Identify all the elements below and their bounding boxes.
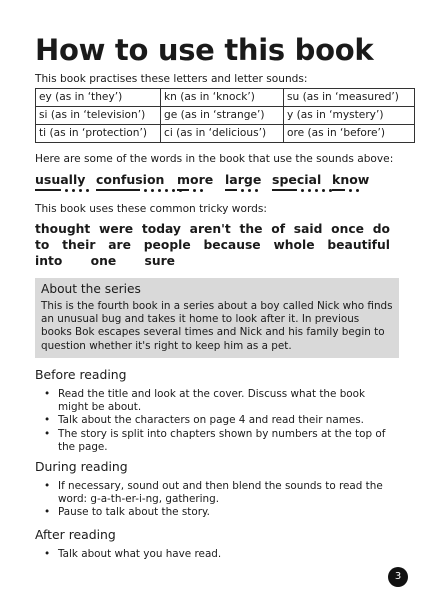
sound-marker <box>177 189 213 192</box>
during-reading-heading: During reading <box>35 459 128 474</box>
table-cell: ti (as in ‘protection’) <box>36 125 161 143</box>
table-cell: ey (as in ‘they’) <box>36 89 161 107</box>
sound-dot <box>193 189 196 192</box>
table-cell: y (as in ‘mystery’) <box>284 107 415 125</box>
table-cell: su (as in ‘measured’) <box>284 89 415 107</box>
sound-dot <box>349 189 352 192</box>
sound-dot <box>144 189 147 192</box>
sound-marker <box>225 189 261 192</box>
sound-dot <box>165 189 168 192</box>
table-cell: si (as in ‘television’) <box>36 107 161 125</box>
sound-word: special <box>272 172 321 187</box>
list-item: • The story is split into chapters shown by numbers at the top of the page. <box>44 427 386 453</box>
list-item: • Talk about the characters on page 4 and read their names. <box>44 414 364 427</box>
sound-marker <box>35 189 85 192</box>
tricky-words-line: thought were today aren't the of said once do <box>35 222 390 236</box>
list-item: • If necessary, sound out and then blend the sounds to read the word: g-a-th-er-i-ng, gathering. <box>44 480 383 506</box>
sound-dot <box>200 189 203 192</box>
table-cell: ge (as in ‘strange’) <box>161 107 284 125</box>
sound-word: usually <box>35 172 85 187</box>
sound-word: large <box>225 172 261 187</box>
sound-marker <box>96 189 164 192</box>
sound-dot <box>241 189 244 192</box>
sound-dot <box>308 189 311 192</box>
sound-dot <box>356 189 359 192</box>
series-text: This is the fourth book in a series about a boy called Nick who finds an unusual bug and takes it home to look after it. In previous books Bok escapes several times and Nick and his family begin to question whether it's right to keep him as a pet. <box>41 300 393 352</box>
sound-word: know <box>332 172 369 187</box>
tricky-words-last <box>35 253 175 269</box>
sound-word: more <box>177 172 213 187</box>
before-reading-heading: Before reading <box>35 367 127 382</box>
tricky-intro-text: This book uses these common tricky words: <box>35 203 267 215</box>
intro-text: This book practises these letters and letter sounds: <box>35 73 308 85</box>
page-number-badge: 3 <box>388 567 408 587</box>
sound-dot <box>301 189 304 192</box>
list-item: • Read the title and look at the cover. Discuss what the book might be about. <box>44 388 366 414</box>
sound-dot <box>151 189 154 192</box>
sound-dot <box>172 189 175 192</box>
sound-dot <box>322 189 325 192</box>
tricky-words-line: to their are people because whole beautiful <box>35 238 390 252</box>
underline-mark <box>272 189 297 191</box>
underline-mark <box>225 189 237 191</box>
tricky-words-line: into one sure <box>35 254 175 268</box>
underline-mark <box>177 189 189 191</box>
underline-mark <box>96 189 140 191</box>
sound-marker <box>332 189 369 192</box>
sound-dot <box>315 189 318 192</box>
table-row <box>36 107 415 125</box>
table-cell: kn (as in ‘knock’) <box>161 89 284 107</box>
table-row <box>36 125 415 143</box>
sounds-table <box>35 88 415 143</box>
underline-mark <box>35 189 61 191</box>
after-reading-list <box>35 548 395 561</box>
sound-marker <box>272 189 321 192</box>
after-reading-heading: After reading <box>35 527 116 542</box>
tricky-words <box>35 221 390 253</box>
sound-word: confusion <box>96 172 164 187</box>
table-cell: ci (as in ‘delicious’) <box>161 125 284 143</box>
list-item: • Talk about what you have read. <box>44 548 222 560</box>
series-heading: About the series <box>41 282 141 296</box>
table-cell: ore (as in ‘before’) <box>284 125 415 143</box>
sound-dot <box>255 189 258 192</box>
about-series-box <box>35 278 399 358</box>
sound-dot <box>248 189 251 192</box>
table-row <box>36 89 415 107</box>
during-reading-list <box>35 480 395 520</box>
sound-dot <box>158 189 161 192</box>
sound-dot <box>79 189 82 192</box>
words-intro-text: Here are some of the words in the book that use the sounds above: <box>35 153 394 165</box>
page-title: How to use this book <box>35 33 374 67</box>
list-item: • Pause to talk about the story. <box>44 506 210 519</box>
sound-dot <box>86 189 89 192</box>
sound-dot <box>65 189 68 192</box>
underline-mark <box>332 189 345 191</box>
before-reading-list <box>35 388 395 454</box>
sound-dot <box>72 189 75 192</box>
